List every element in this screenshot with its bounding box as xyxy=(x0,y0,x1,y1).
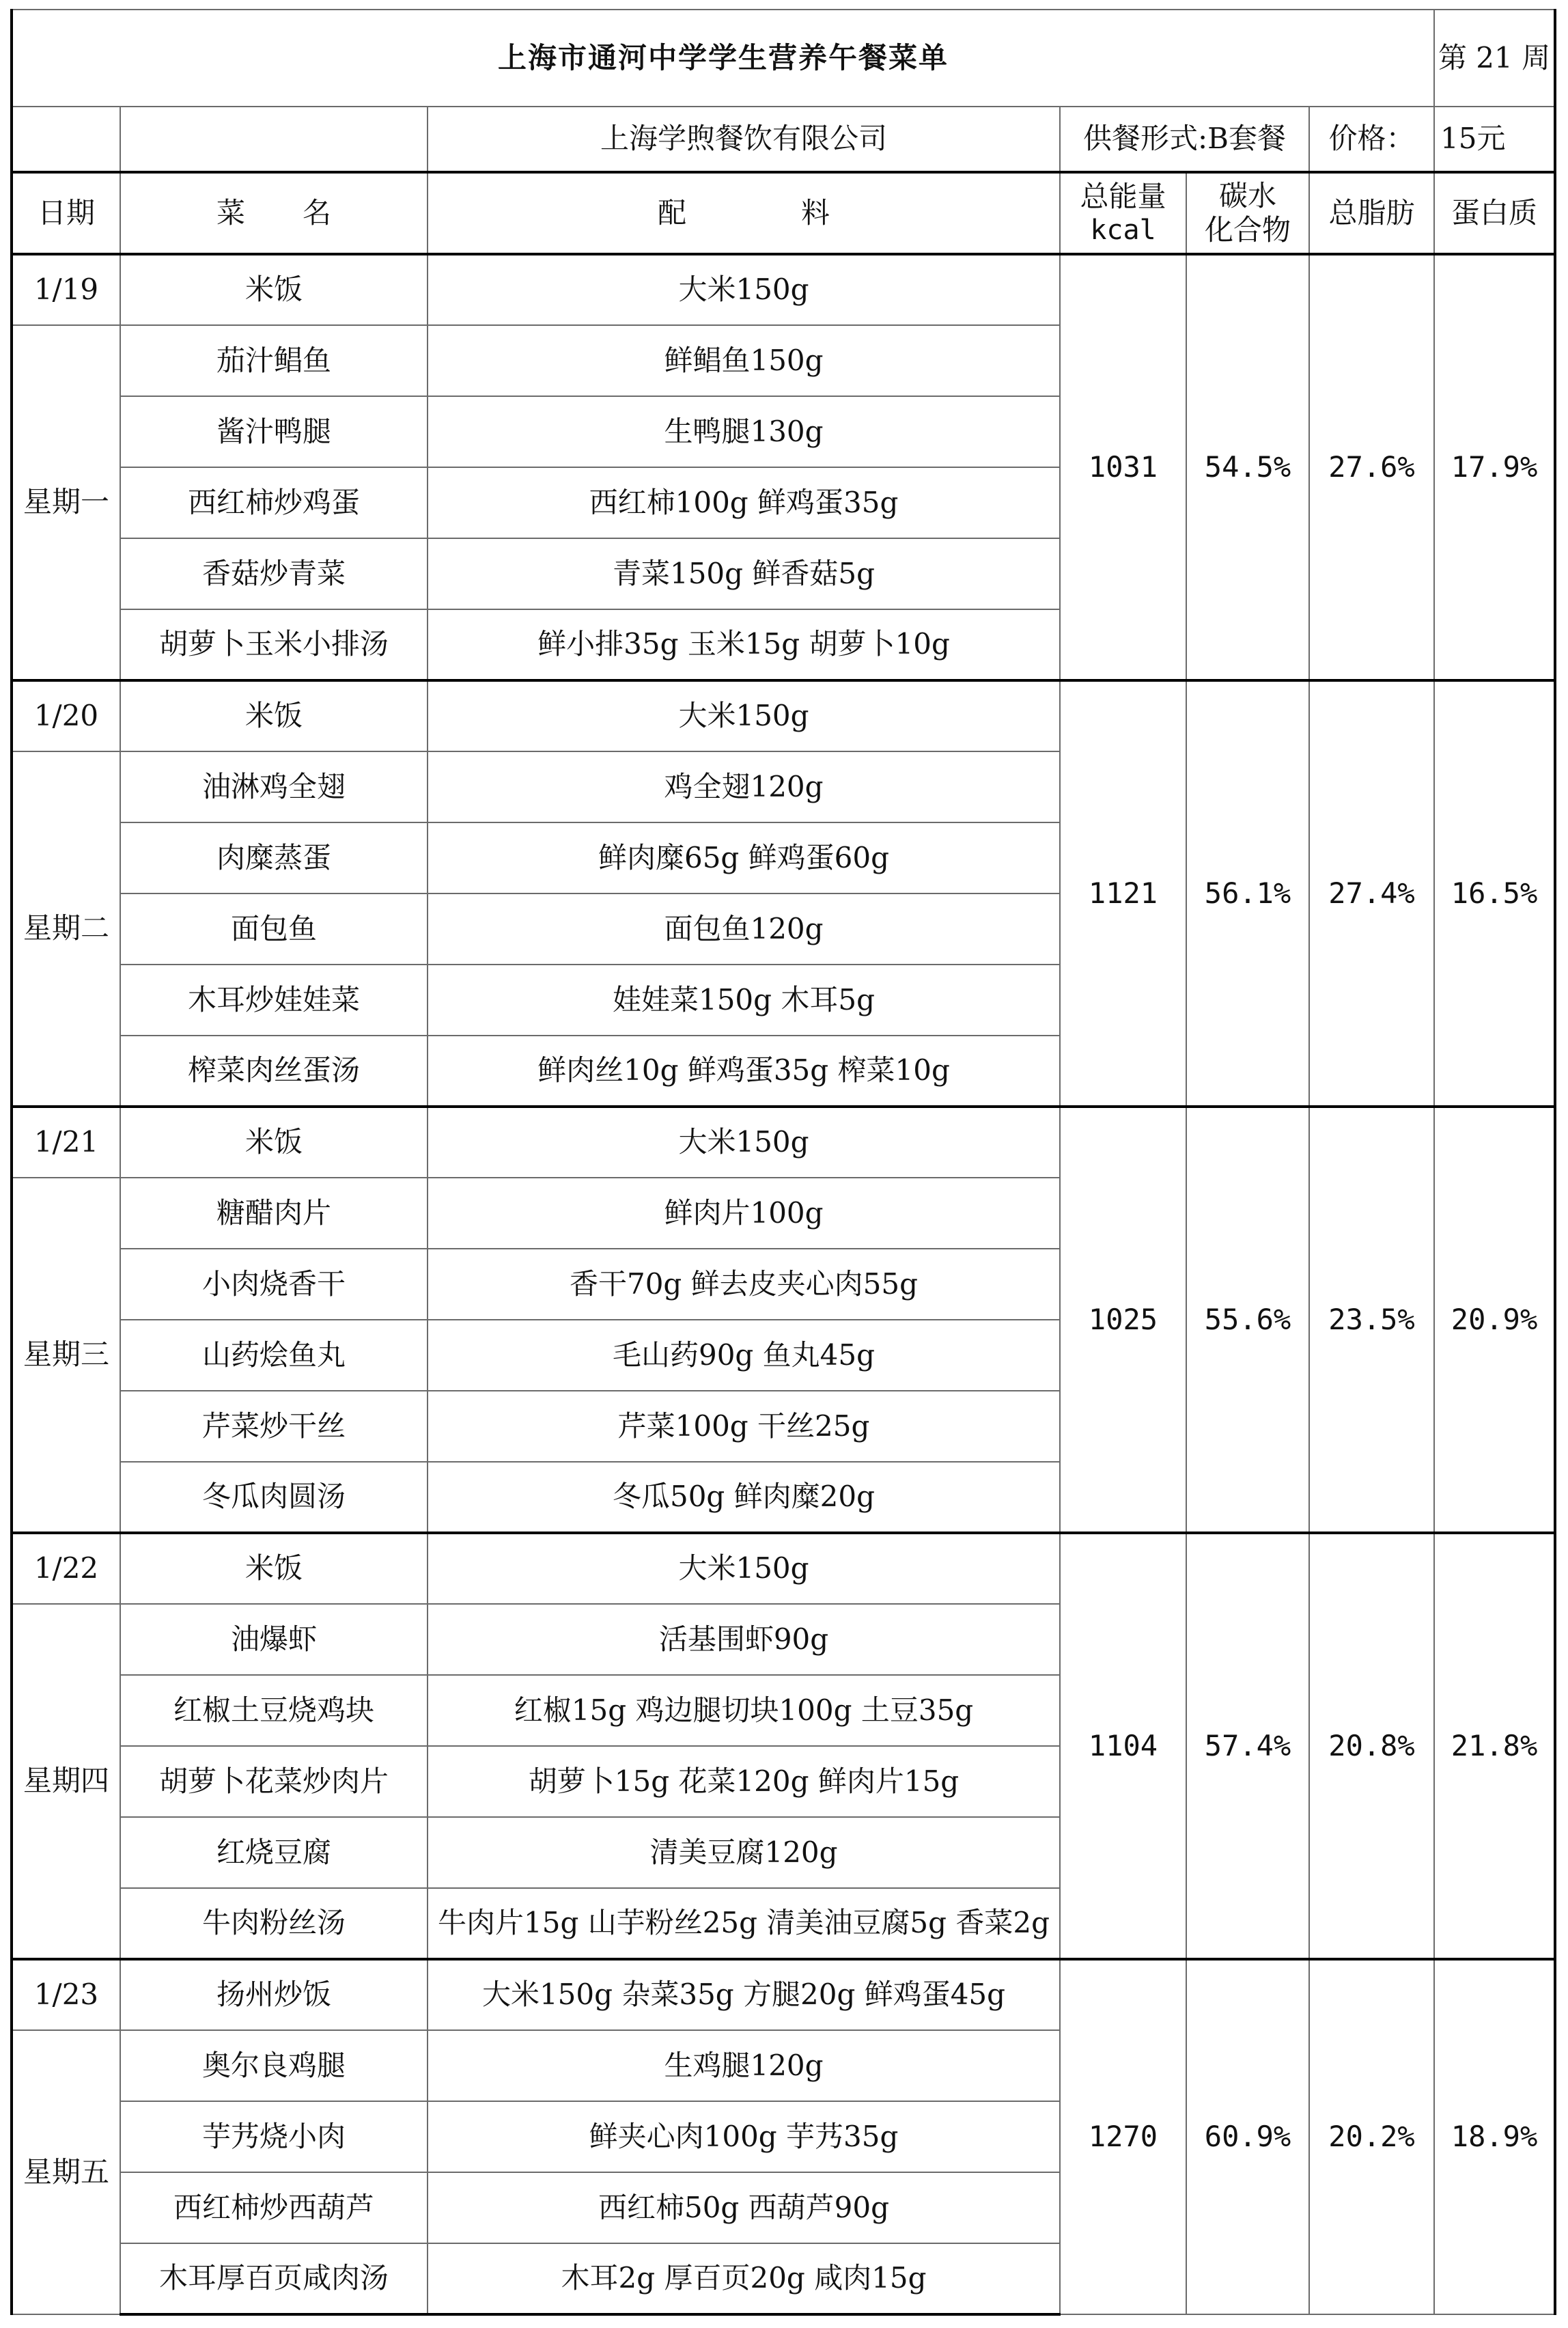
header-carb-line2: 化合物 xyxy=(1204,213,1291,247)
dish-name: 面包鱼 xyxy=(120,893,428,965)
dish-ingredients: 大米150g 杂菜35g 方腿20g 鲜鸡蛋45g xyxy=(428,1959,1060,2030)
dish-ingredients: 鲜肉糜65g 鲜鸡蛋60g xyxy=(428,822,1060,893)
day-protein: 20.9% xyxy=(1434,1107,1555,1533)
header-energy xyxy=(1060,172,1186,254)
dish-name: 油爆虾 xyxy=(120,1604,428,1675)
dish-ingredients: 木耳2g 厚百页20g 咸肉15g xyxy=(428,2243,1060,2314)
lunch-menu-document xyxy=(10,9,1554,2319)
dish-name: 木耳厚百页咸肉汤 xyxy=(120,2243,428,2314)
dish-name: 红椒土豆烧鸡块 xyxy=(120,1675,428,1746)
day-date: 1/22 xyxy=(12,1533,120,1604)
dish-ingredients: 牛肉片15g 山芋粉丝25g 清美油豆腐5g 香菜2g xyxy=(428,1888,1060,1959)
dish-name: 胡萝卜玉米小排汤 xyxy=(120,609,428,680)
dish-name: 山药烩鱼丸 xyxy=(120,1320,428,1391)
dish-ingredients: 清美豆腐120g xyxy=(428,1817,1060,1888)
dish-ingredients: 西红柿100g 鲜鸡蛋35g xyxy=(428,467,1060,538)
header-energy-line1: 总能量 xyxy=(1080,179,1166,213)
dish-ingredients: 胡萝卜15g 花菜120g 鲜肉片15g xyxy=(428,1746,1060,1817)
supply-mode: 供餐形式:B套餐 xyxy=(1060,107,1309,172)
menu-row xyxy=(12,254,1555,325)
dish-name: 茄汁鲳鱼 xyxy=(120,325,428,396)
dish-name: 米饭 xyxy=(120,254,428,325)
day-weekday: 星期五 xyxy=(12,2030,120,2314)
dish-name: 牛肉粉丝汤 xyxy=(120,1888,428,1959)
day-energy: 1031 xyxy=(1060,254,1186,680)
day-protein: 18.9% xyxy=(1434,1959,1555,2314)
header-dish: 菜 名 xyxy=(120,172,428,254)
week-number: 第 21 周 xyxy=(1434,10,1555,107)
dish-ingredients: 生鸭腿130g xyxy=(428,396,1060,467)
dish-ingredients: 大米150g xyxy=(428,1533,1060,1604)
day-carbohydrate: 55.6% xyxy=(1186,1107,1309,1533)
dish-ingredients: 西红柿50g 西葫芦90g xyxy=(428,2172,1060,2243)
dish-ingredients: 鲜夹心肉100g 芋艿35g xyxy=(428,2101,1060,2172)
dish-name: 红烧豆腐 xyxy=(120,1817,428,1888)
dish-name: 胡萝卜花菜炒肉片 xyxy=(120,1746,428,1817)
day-fat: 27.4% xyxy=(1309,680,1434,1107)
header-carb-line1: 碳水 xyxy=(1218,178,1276,212)
menu-row xyxy=(12,680,1555,751)
day-fat: 27.6% xyxy=(1309,254,1434,680)
day-weekday: 星期一 xyxy=(12,325,120,680)
day-date: 1/21 xyxy=(12,1107,120,1178)
dish-name: 糖醋肉片 xyxy=(120,1178,428,1249)
header-fat: 总脂肪 xyxy=(1309,172,1434,254)
menu-title: 上海市通河中学学生营养午餐菜单 xyxy=(12,10,1434,107)
header-carbohydrate xyxy=(1186,172,1309,254)
dish-name: 榨菜肉丝蛋汤 xyxy=(120,1036,428,1107)
dish-name: 酱汁鸭腿 xyxy=(120,396,428,467)
dish-name: 米饭 xyxy=(120,1107,428,1178)
menu-row xyxy=(12,1107,1555,1178)
dish-ingredients: 鸡全翅120g xyxy=(428,751,1060,822)
dish-name: 冬瓜肉圆汤 xyxy=(120,1462,428,1533)
dish-name: 扬州炒饭 xyxy=(120,1959,428,2030)
day-fat: 20.2% xyxy=(1309,1959,1434,2314)
blank-cell xyxy=(12,107,120,172)
dish-name: 米饭 xyxy=(120,1533,428,1604)
day-energy: 1121 xyxy=(1060,680,1186,1107)
day-protein: 21.8% xyxy=(1434,1533,1555,1959)
day-carbohydrate: 57.4% xyxy=(1186,1533,1309,1959)
day-weekday: 星期二 xyxy=(12,751,120,1107)
company-name: 上海学煦餐饮有限公司 xyxy=(428,107,1060,172)
price-value: 15元 xyxy=(1434,107,1555,172)
dish-ingredients: 鲜肉丝10g 鲜鸡蛋35g 榨菜10g xyxy=(428,1036,1060,1107)
dish-ingredients: 生鸡腿120g xyxy=(428,2030,1060,2101)
dish-ingredients: 青菜150g 鲜香菇5g xyxy=(428,538,1060,609)
dish-ingredients: 毛山药90g 鱼丸45g xyxy=(428,1320,1060,1391)
dish-ingredients: 鲜肉片100g xyxy=(428,1178,1060,1249)
day-protein: 16.5% xyxy=(1434,680,1555,1107)
header-protein: 蛋白质 xyxy=(1434,172,1555,254)
day-carbohydrate: 60.9% xyxy=(1186,1959,1309,2314)
day-date: 1/23 xyxy=(12,1959,120,2030)
dish-ingredients: 红椒15g 鸡边腿切块100g 土豆35g xyxy=(428,1675,1060,1746)
dish-name: 米饭 xyxy=(120,680,428,751)
dish-ingredients: 大米150g xyxy=(428,254,1060,325)
day-protein: 17.9% xyxy=(1434,254,1555,680)
dish-name: 香菇炒青菜 xyxy=(120,538,428,609)
dish-ingredients: 大米150g xyxy=(428,680,1060,751)
header-ingredients: 配 料 xyxy=(428,172,1060,254)
dish-name: 肉糜蒸蛋 xyxy=(120,822,428,893)
dish-ingredients: 面包鱼120g xyxy=(428,893,1060,965)
header-energy-unit: kcal xyxy=(1090,214,1156,247)
dish-name: 芹菜炒干丝 xyxy=(120,1391,428,1462)
menu-row xyxy=(12,1533,1555,1604)
dish-name: 芋艿烧小肉 xyxy=(120,2101,428,2172)
dish-name: 西红柿炒鸡蛋 xyxy=(120,467,428,538)
dish-ingredients: 鲜鲳鱼150g xyxy=(428,325,1060,396)
dish-name: 小肉烧香干 xyxy=(120,1249,428,1320)
dish-ingredients: 娃娃菜150g 木耳5g xyxy=(428,965,1060,1036)
price-label: 价格： xyxy=(1309,107,1434,172)
dish-ingredients: 香干70g 鲜去皮夹心肉55g xyxy=(428,1249,1060,1320)
day-date: 1/20 xyxy=(12,680,120,751)
dish-ingredients: 活基围虾90g xyxy=(428,1604,1060,1675)
dish-ingredients: 大米150g xyxy=(428,1107,1060,1178)
day-fat: 20.8% xyxy=(1309,1533,1434,1959)
day-weekday: 星期四 xyxy=(12,1604,120,1959)
dish-ingredients: 鲜小排35g 玉米15g 胡萝卜10g xyxy=(428,609,1060,680)
menu-table xyxy=(10,9,1556,2316)
day-weekday: 星期三 xyxy=(12,1178,120,1533)
blank-cell xyxy=(120,107,428,172)
header-date: 日期 xyxy=(12,172,120,254)
menu-row xyxy=(12,1959,1555,2030)
dish-name: 油淋鸡全翅 xyxy=(120,751,428,822)
day-carbohydrate: 54.5% xyxy=(1186,254,1309,680)
day-carbohydrate: 56.1% xyxy=(1186,680,1309,1107)
day-fat: 23.5% xyxy=(1309,1107,1434,1533)
day-date: 1/19 xyxy=(12,254,120,325)
dish-ingredients: 冬瓜50g 鲜肉糜20g xyxy=(428,1462,1060,1533)
dish-ingredients: 芹菜100g 干丝25g xyxy=(428,1391,1060,1462)
day-energy: 1270 xyxy=(1060,1959,1186,2314)
day-energy: 1104 xyxy=(1060,1533,1186,1959)
dish-name: 西红柿炒西葫芦 xyxy=(120,2172,428,2243)
dish-name: 木耳炒娃娃菜 xyxy=(120,965,428,1036)
dish-name: 奥尔良鸡腿 xyxy=(120,2030,428,2101)
day-energy: 1025 xyxy=(1060,1107,1186,1533)
